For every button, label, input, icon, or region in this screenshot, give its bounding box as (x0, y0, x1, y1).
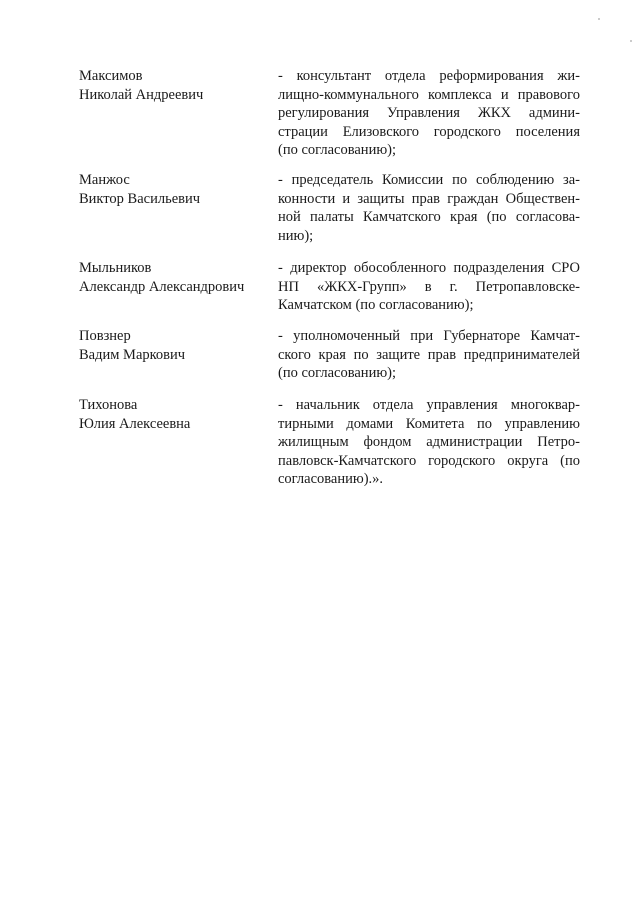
role-line: ной палаты Камчатского края (по согласова- (278, 209, 580, 225)
role-line: - начальник отдела управления многоквар- (278, 397, 580, 413)
role-line: ского края по защите прав предпринимателей (278, 346, 580, 363)
scan-speck (598, 18, 600, 20)
role-line: НП «ЖКХ-Групп» в г. Петропавловске- (278, 278, 580, 295)
scan-speck (630, 40, 632, 42)
member-surname: Манжос (79, 172, 130, 188)
member-given-names: Александр Александрович (79, 278, 245, 295)
member-given-names: Виктор Васильевич (79, 190, 201, 207)
role-line: нию); (278, 227, 314, 244)
member-surname: Мыльников (79, 260, 152, 276)
member-role (278, 259, 580, 315)
role-line: павловск-Камчатского городского округа (по (278, 452, 580, 469)
role-line: конности и защиты прав граждан Обществен- (278, 190, 580, 207)
role-line: (по согласованию); (278, 142, 397, 158)
role-line: - директор обособленного подразделения СРО (278, 260, 580, 276)
role-line: - консультант отдела реформирования жи- (278, 68, 580, 84)
role-line: тирными домами Комитета по управлению (278, 415, 580, 432)
member-name (79, 67, 269, 104)
role-line: жилищным фондом администрации Петро- (278, 434, 580, 450)
member-surname: Максимов (79, 68, 143, 84)
role-line: согласованию).». (278, 471, 384, 487)
role-line: - председатель Комиссии по соблюдению за- (278, 172, 580, 188)
member-name (79, 259, 269, 296)
member-name (79, 327, 269, 364)
role-line: (по согласованию); (278, 365, 397, 381)
member-role (278, 327, 580, 383)
role-line: лищно-коммунального комплекса и правового (278, 86, 580, 103)
member-role (278, 67, 580, 160)
member-given-names: Николай Андреевич (79, 86, 204, 103)
member-surname: Тихонова (79, 397, 138, 413)
member-role (278, 171, 580, 245)
member-name (79, 396, 269, 433)
member-given-names: Вадим Маркович (79, 346, 186, 363)
role-line: Камчатском (по согласованию); (278, 297, 474, 313)
member-given-names: Юлия Алексеевна (79, 415, 191, 432)
role-line: регулирования Управления ЖКХ админи- (278, 105, 580, 121)
member-role (278, 396, 580, 489)
member-surname: Повзнер (79, 328, 131, 344)
role-line: - уполномоченный при Губернаторе Камчат- (278, 328, 580, 344)
member-name (79, 171, 269, 208)
role-line: страции Елизовского городского поселения (278, 123, 580, 140)
